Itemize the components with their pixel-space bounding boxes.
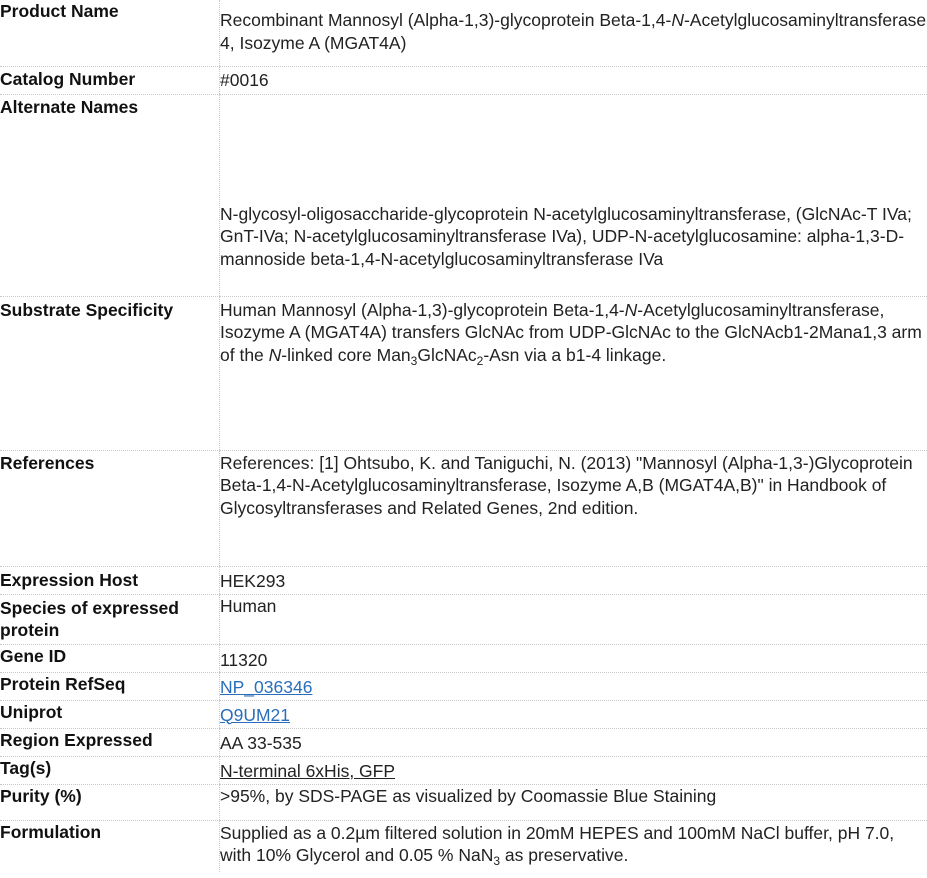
value-expression-host: HEK293 bbox=[220, 570, 286, 591]
value-species: Human bbox=[220, 595, 277, 616]
label-references: References bbox=[0, 450, 220, 566]
row-formulation bbox=[0, 820, 927, 872]
row-references bbox=[0, 450, 927, 566]
label-protein-refseq: Protein RefSeq bbox=[0, 672, 220, 700]
row-uniprot bbox=[0, 700, 927, 728]
row-gene-id bbox=[0, 644, 927, 672]
value-uniprot bbox=[220, 700, 927, 728]
row-tags bbox=[0, 756, 927, 784]
label-uniprot: Uniprot bbox=[0, 700, 220, 728]
label-product-name: Product Name bbox=[0, 0, 220, 66]
label-region-expressed: Region Expressed bbox=[0, 728, 220, 756]
row-region-expressed bbox=[0, 728, 927, 756]
row-alternate-names bbox=[0, 94, 927, 296]
label-species: Species of expressed protein bbox=[0, 594, 220, 644]
label-formulation: Formulation bbox=[0, 820, 220, 872]
value-protein-refseq bbox=[220, 672, 927, 700]
row-catalog-number bbox=[0, 66, 927, 94]
value-alternate-names: N-glycosyl-oligosaccharide-glycoprotein N-acetylglucosaminyltransferase, (GlcNAc-T IVa; GnT-IVa; N-acetylglucosaminyltransferase IVa), UDP-N-acetylglucosamine: alpha-1,3-D-mannoside beta-1,4-N-acetylglucosaminyltransferase IVa bbox=[220, 203, 912, 269]
refseq-link[interactable]: NP_036346 bbox=[220, 676, 313, 697]
label-gene-id: Gene ID bbox=[0, 644, 220, 672]
row-product-name bbox=[0, 0, 927, 66]
value-substrate-specificity: Human Mannosyl (Alpha-1,3)-glycoprotein Beta-1,4-N-Acetylglucosaminyltransferase, Isozyme A (MGAT4A) transfers GlcNAc from UDP-GlcNAc to the GlcNAcb1-2Mana1,3 arm of the N-linked core Man$_3$GlcNAc$_2$-Asn via a b1-4 linkage. bbox=[220, 299, 922, 368]
value-references: References: [1] Ohtsubo, K. and Taniguchi, N. (2013) "Mannosyl (Alpha-1,3-)Glycoprotein Beta-1,4-N-Acetylglucosaminyltransferase, Isozyme A,B (MGAT4A,B)" in Handbook of Glycosyltransferases and Related Genes, 2nd edition. bbox=[220, 452, 913, 518]
label-alternate-names: Alternate Names bbox=[0, 94, 220, 296]
value-tags bbox=[220, 756, 927, 784]
row-expression-host bbox=[0, 566, 927, 594]
row-substrate-specificity bbox=[0, 296, 927, 450]
label-tags: Tag(s) bbox=[0, 756, 220, 784]
value-catalog-number: #0016 bbox=[220, 69, 269, 90]
label-purity: Purity (%) bbox=[0, 784, 220, 820]
label-catalog-number: Catalog Number bbox=[0, 66, 220, 94]
value-formulation: Supplied as a 0.2µm filtered solution in 20mM HEPES and 100mM NaCl buffer, pH 7.0, with 10% Glycerol and 0.05 % NaN$_3$ as preservative. bbox=[220, 822, 895, 868]
value-product-name: Recombinant Mannosyl (Alpha-1,3)-glycoprotein Beta-1,4-N-Acetylglucosaminyltransferase 4, Isozyme A (MGAT4A) bbox=[220, 10, 927, 53]
tags-link[interactable]: N-terminal 6xHis, GFP bbox=[220, 760, 396, 781]
value-purity: >95%, by SDS-PAGE as visualized by Coomassie Blue Staining bbox=[220, 785, 717, 806]
row-purity bbox=[0, 784, 927, 820]
label-expression-host: Expression Host bbox=[0, 566, 220, 594]
value-region-expressed: AA 33-535 bbox=[220, 732, 302, 753]
label-substrate-specificity: Substrate Specificity bbox=[0, 296, 220, 450]
row-protein-refseq bbox=[0, 672, 927, 700]
value-gene-id: 11320 bbox=[220, 649, 268, 670]
uniprot-link[interactable]: Q9UM21 bbox=[220, 704, 291, 725]
row-species bbox=[0, 594, 927, 644]
